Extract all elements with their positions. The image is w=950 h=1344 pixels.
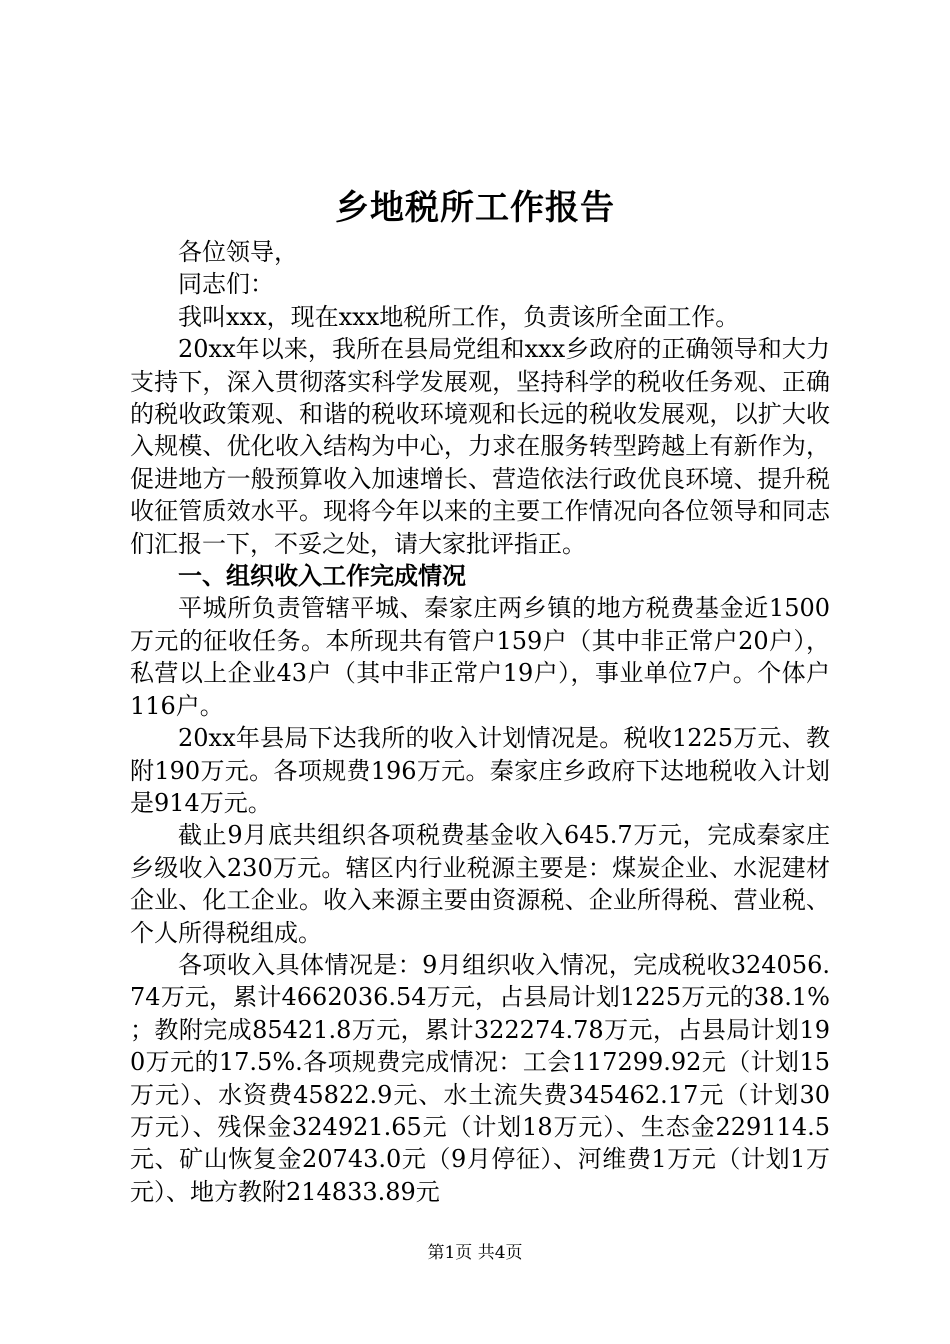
salutation-leaders: 各位领导， [178,238,298,266]
document-body [130,236,830,1208]
salutation-comrades: 同志们： [178,270,274,299]
revenue-details-paragraph: 各项收入具体情况是：9月组织收入情况，完成税收324056.74万元，累计4662036.54万元，占县局计划1225万元的38.1%；教附完成85421.8万元，累计322274.78万元，占县局计划190万元的17.5%.各项规费完成情况：工会117299.92元（计划15万元）、水资费45822.9元、水土流失费345462.17元（计划30万元）、残保金324921.65元（计划18万元）、生态金229114.5元、矿山恢复金20743.0元（9月停征）、河维费1万元（计划1万元）、地方教附214833.89元 [130,950,830,1206]
section-heading-revenue: 一、组织收入工作完成情况 [178,562,466,591]
revenue-plan-paragraph: 20xx年县局下达我所的收入计划情况是。税收1225万元、教附190万元。各项规费196万元。秦家庄乡政府下达地税收入计划是914万元。 [130,724,830,817]
page-number-footer: 第1页 共4页 [427,1243,523,1263]
revenue-progress-paragraph: 截止9月底共组织各项税费基金收入645.7万元，完成秦家庄乡级收入230万元。辖区内行业税源主要是：煤炭企业、水泥建材企业、化工企业。收入来源主要由资源税、企业所得税、营业税、个人所得税组成。 [130,821,830,947]
jurisdiction-paragraph: 平城所负责管辖平城、秦家庄两乡镇的地方税费基金近1500万元的征收任务。本所现共有管户159户（其中非正常户20户），私营以上企业43户（其中非正常户19户），事业单位7户。个体户116户。 [130,594,830,720]
intro-paragraph: 我叫xxx，现在xxx地税所工作，负责该所全面工作。 [178,302,740,331]
overview-paragraph: 20xx年以来，我所在县局党组和xxx乡政府的正确领导和大力支持下，深入贯彻落实科学发展观，坚持科学的税收任务观、正确的税收政策观、和谐的税收环境观和长远的税收发展观，以扩大收入规模、优化收入结构为中心，力求在服务转型跨越上有新作为，促进地方一般预算收入加速增长、营造依法行政优良环境、提升税收征管质效水平。现将今年以来的主要工作情况向各位领导和同志们汇报一下，不妥之处，请大家批评指正。 [130,335,830,558]
document-title: 乡地税所工作报告 [335,188,615,228]
